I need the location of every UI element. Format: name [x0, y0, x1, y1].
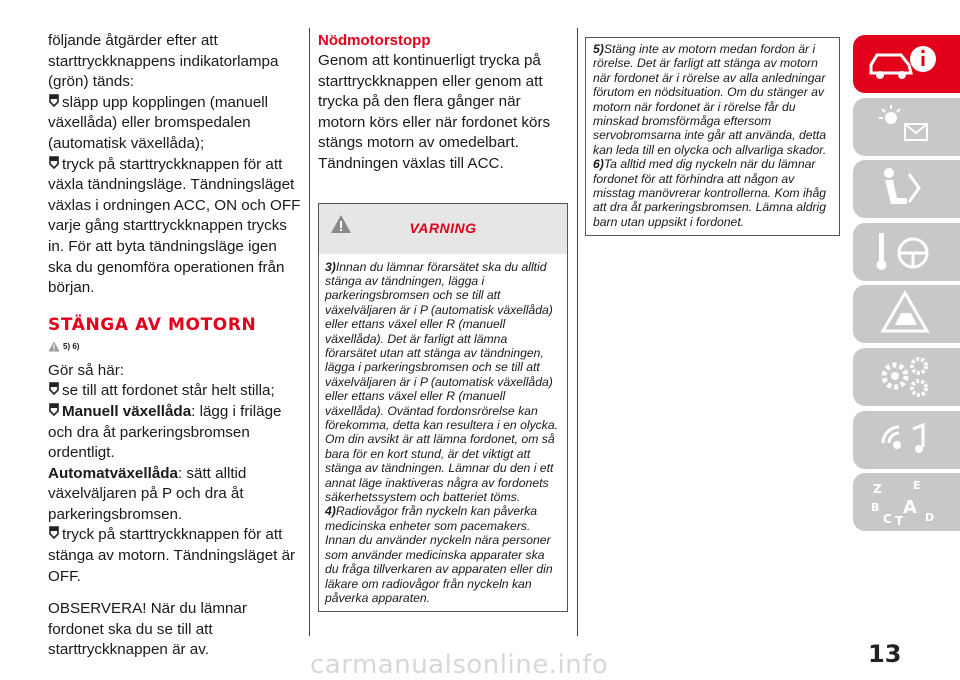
tab-warning-lights[interactable] — [853, 98, 960, 156]
column-divider — [577, 28, 578, 636]
footnote-text: Stäng inte av motorn medan fordon är i rörelse. Det är farligt att stänga av motorn när fordonet är i rörelse av alla anledningar förutom en nödsituation. Om du stänger av motorn när fordonet är i rörelse får du minskad bromsförmåga eftersom servobromsarna inte går att använda, detta kan leda till en olycka och allvarliga skador. — [593, 42, 827, 157]
watermark: carmanualsonline.info — [310, 650, 609, 680]
warning-lights-icon — [865, 102, 945, 152]
warning-body — [319, 254, 567, 612]
bullet-icon — [48, 382, 60, 396]
manual-label: Manuell växellåda — [62, 402, 192, 420]
auto-label: Automatväxellåda — [48, 464, 178, 482]
warning-num: 3) — [325, 259, 336, 274]
footnote-refs: 5) 6) — [63, 341, 80, 351]
note-text: OBSERVERA! När du lämnar fordonet ska du se till att starttryckknappen är av. — [48, 600, 247, 659]
footnote-text: Ta alltid med dig nyckeln när du lämnar fordonet för att förhindra att någon av misstag manövrerar kontrollerna. Kom ihåg att dra åt parkeringsbromsen. Lämna aldrig barn utan uppsikt i fordonet. — [593, 157, 827, 229]
bullet-text: tryck på starttryckknappen för att växla tändningsläge. Tändningsläget växlas i ordningen ACC, ON och OFF varje gång starttryckknappen trycks in. För att byta tändningsläge igen ska du genomföra operationen från början. — [48, 155, 301, 297]
warning-box — [318, 203, 568, 613]
footnote-6 — [593, 157, 833, 229]
intro-text: följande åtgärder efter att starttryckknappens indikatorlampa (grön) tänds: — [48, 32, 279, 91]
bullet-text: se till att fordonet står helt stilla; — [62, 382, 275, 400]
tab-car-info[interactable] — [853, 35, 960, 93]
tab-safety[interactable] — [853, 160, 960, 218]
column-middle — [318, 0, 568, 612]
bullet-icon — [48, 403, 60, 417]
tab-multimedia[interactable] — [853, 411, 960, 469]
index-letter: Z — [873, 482, 882, 497]
column-divider — [309, 28, 310, 636]
index-letter: C — [883, 512, 892, 527]
bullet-icon — [48, 156, 60, 170]
index-letter: D — [925, 511, 935, 525]
auto-paragraph — [48, 464, 303, 526]
footnote-num: 6) — [593, 157, 604, 172]
bullet-icon — [48, 94, 60, 108]
service-gears-icon — [865, 352, 945, 402]
page-number: 13 — [868, 640, 902, 668]
index-letter: B — [871, 501, 880, 515]
footnote-box — [585, 37, 840, 236]
tab-maintenance[interactable] — [853, 348, 960, 406]
list-item — [48, 525, 303, 587]
index-letter: T — [895, 514, 904, 528]
index-letter: E — [913, 479, 921, 493]
list-item — [48, 155, 303, 299]
column-right — [585, 0, 840, 236]
car-info-icon — [865, 39, 945, 89]
index-letters-icon — [865, 477, 945, 527]
chapter-sidebar — [853, 35, 960, 536]
breakdown-icon — [865, 289, 945, 339]
bullet-text: tryck på starttryckknappen för att stänga av motorn. Tändningsläget är OFF. — [48, 526, 296, 585]
tab-index[interactable] — [853, 473, 960, 531]
auto-text: : sätt alltid växelväljaren på P och dra åt parkeringsbromsen. — [48, 464, 247, 523]
warning-title: VARNING — [409, 219, 477, 236]
seat-airbag-icon — [865, 164, 945, 214]
warning-header — [319, 204, 567, 254]
footnote-num: 5) — [593, 42, 604, 56]
index-letter: A — [903, 497, 917, 519]
tab-starting[interactable] — [853, 223, 960, 281]
tab-emergency[interactable] — [853, 285, 960, 343]
section-heading: STÄNGA AV MOTORN — [48, 314, 257, 335]
warning-item-4 — [325, 504, 561, 605]
warning-num: 4) — [325, 504, 336, 519]
heading-refs — [48, 339, 303, 355]
emergency-text: Genom att kontinuerligt trycka på starttryckknappen eller genom att trycka på den flera gånger när motorn körs eller när fordonet körs stängs motorn av omedelbart. Tändningen växlas till ACC. — [318, 52, 551, 172]
column-left — [48, 0, 303, 661]
list-item — [48, 402, 303, 464]
list-item — [48, 93, 303, 155]
key-steering-icon — [865, 227, 945, 277]
bullet-text: : lägg i friläge och dra åt parkeringsbromsen ordentligt. — [48, 402, 282, 462]
emergency-heading: Nödmotorstopp — [318, 32, 431, 49]
col1-body — [48, 31, 303, 299]
list-item — [48, 381, 303, 402]
warning-text: Radiovågor från nyckeln kan påverka medicinska enheter som pacemakers. Innan du använder nyckeln nära personer som använder medicinska apparater ska du fråga tillverkaren av apparaten eller din läkare om radiovågor från nyckeln kan påverka apparaten. — [325, 504, 553, 605]
bullet-icon — [48, 526, 60, 540]
warning-text: Innan du lämnar förarsätet ska du alltid stänga av tändningen, lägga i parkeringsbromsen och se till att växelväljaren är i P (automatisk växellåda) eller ettans växel eller R (manuell växellåda). Det är farligt att lämna förarsätet utan att stänga av tändningen, lägga i parkeringsbromsen och se till att växelväljaren är i P (automatisk växellåda) eller ettans växel eller R (manuell växellåda). Oväntad fordonsrörelse kan förekomma, detta kan resultera i en olycka. Om din avsikt är att lämna fordonet, om så bara för en kort stund, är det viktigt att stänga av tändningen. Lämnar du den i ett annat läge inaktiveras några av fordonets säkerhetssystem och batteriet töms. — [325, 259, 559, 505]
warning-triangle-icon — [48, 341, 60, 352]
multimedia-icon — [865, 415, 945, 465]
do-this-text: Gör så här: — [48, 361, 124, 379]
bullet-text: släpp upp kopplingen (manuell växellåda) eller bromspedalen (automatisk växellåda); — [48, 93, 269, 152]
footnote-5 — [593, 42, 833, 157]
col1-body-2 — [48, 361, 303, 661]
warning-item-3 — [325, 260, 561, 505]
